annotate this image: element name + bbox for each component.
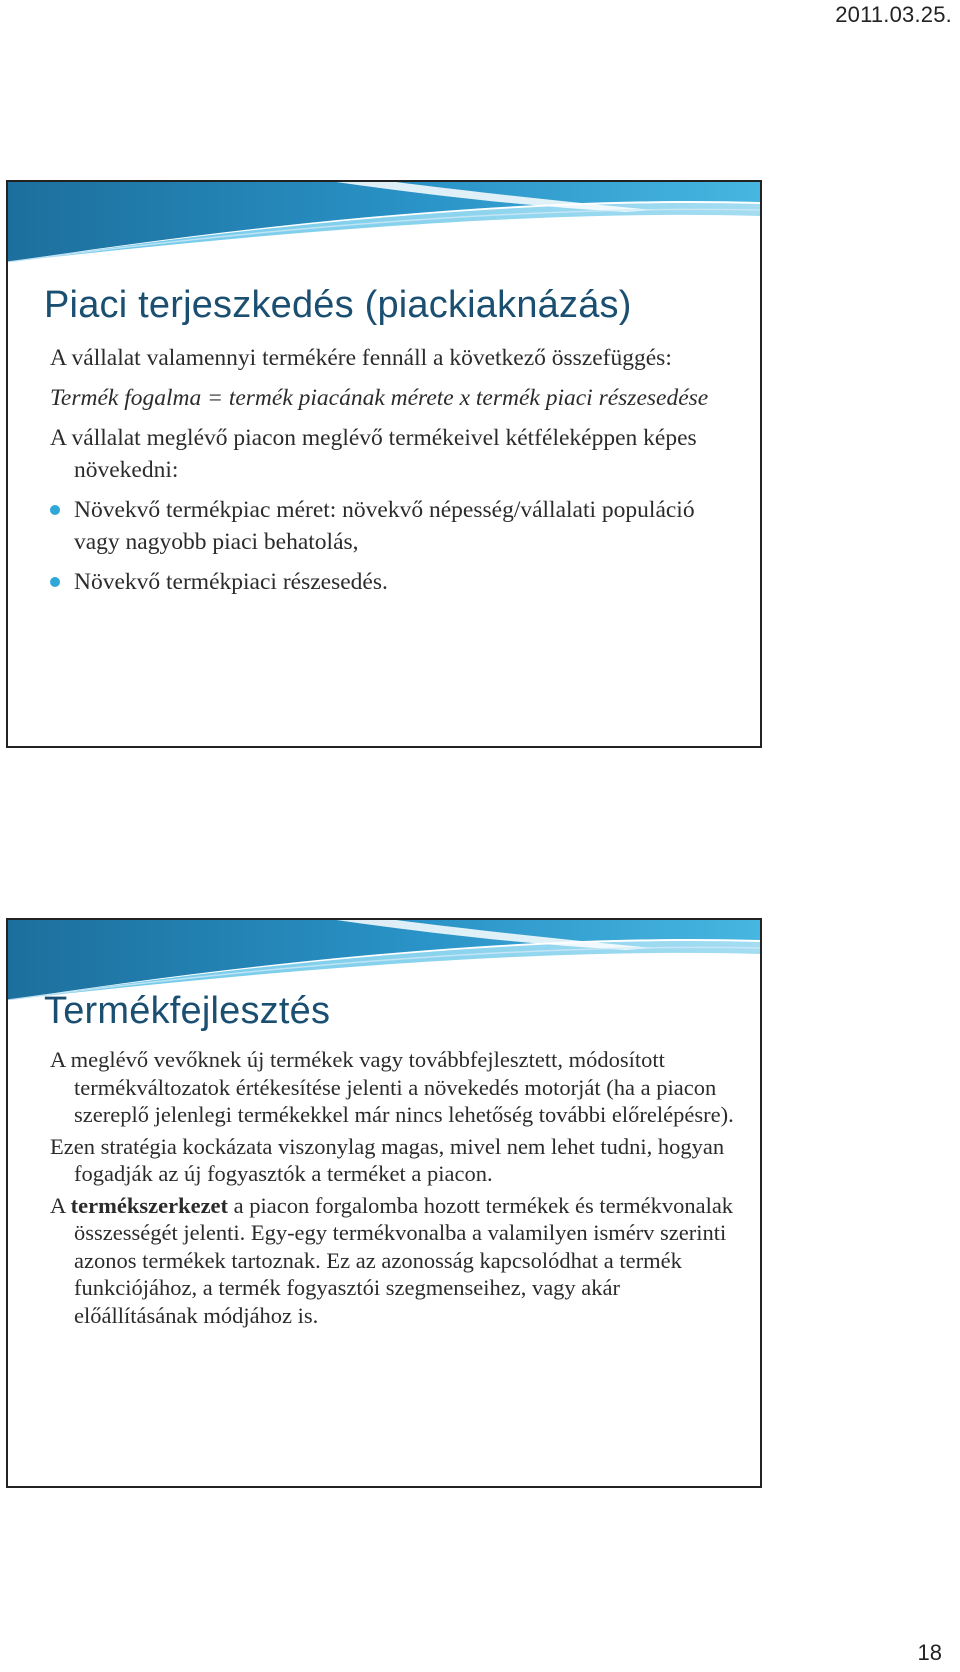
paragraph-rest: a piacon forgalomba hozott termékek és termékvonalak összességét jelenti. Egy-egy termékvonalba a valamilyen ismérv szerinti azonos termékek tartoznak. Ez az azonosság kapcsolódhat a termék funkciójához, a termék fogyasztói szegmenseihez, vagy akár előállításának módjához is.	[74, 1192, 734, 1328]
slide-body	[8, 342, 760, 598]
slide-termekfejlesztes	[6, 918, 762, 1488]
bullet-dot-icon	[50, 577, 60, 587]
slide-piaci-terjeszkedes	[6, 180, 762, 748]
page-date: 2011.03.25.	[835, 2, 952, 27]
paragraph: A vállalat valamennyi termékére fennáll a következő összefüggés:	[50, 345, 672, 371]
bullet-item	[50, 494, 736, 558]
formula-paragraph: Termék fogalma = termék piacának mérete x termék piaci részesedése	[50, 385, 709, 411]
bullet-text: Növekvő termékpiac méret: növekvő népesség/vállalati populáció vagy nagyobb piaci behatolás,	[74, 497, 695, 555]
paragraph-termekszerkezet	[50, 1192, 736, 1330]
bold-term: termékszerkezet	[70, 1192, 229, 1218]
paragraph: A vállalat meglévő piacon meglévő termékeivel kétféleképpen képes növekedni:	[50, 425, 697, 483]
paragraph: Ezen stratégia kockázata viszonylag magas, mivel nem lehet tudni, hogyan fogadják az új fogyasztók a terméket a piacon.	[50, 1133, 725, 1186]
slide-body	[8, 1046, 760, 1329]
page-number: 18	[917, 1640, 942, 1665]
paragraph-prefix: A	[50, 1192, 71, 1218]
bullet-text: Növekvő termékpiaci részesedés.	[74, 569, 388, 595]
bullet-item	[50, 566, 736, 598]
bullet-dot-icon	[50, 505, 60, 515]
slide-title: Termékfejlesztés	[44, 990, 331, 1032]
slide-title: Piaci terjeszkedés (piackiaknázás)	[44, 284, 632, 326]
paragraph: A meglévő vevőknek új termékek vagy továbbfejlesztett, módosított termékváltozatok értékesítése jelenti a növekedés motorját (ha a piacon szereplő jelenlegi termékekkel már nincs lehetőség további előrelépésre).	[50, 1047, 734, 1127]
